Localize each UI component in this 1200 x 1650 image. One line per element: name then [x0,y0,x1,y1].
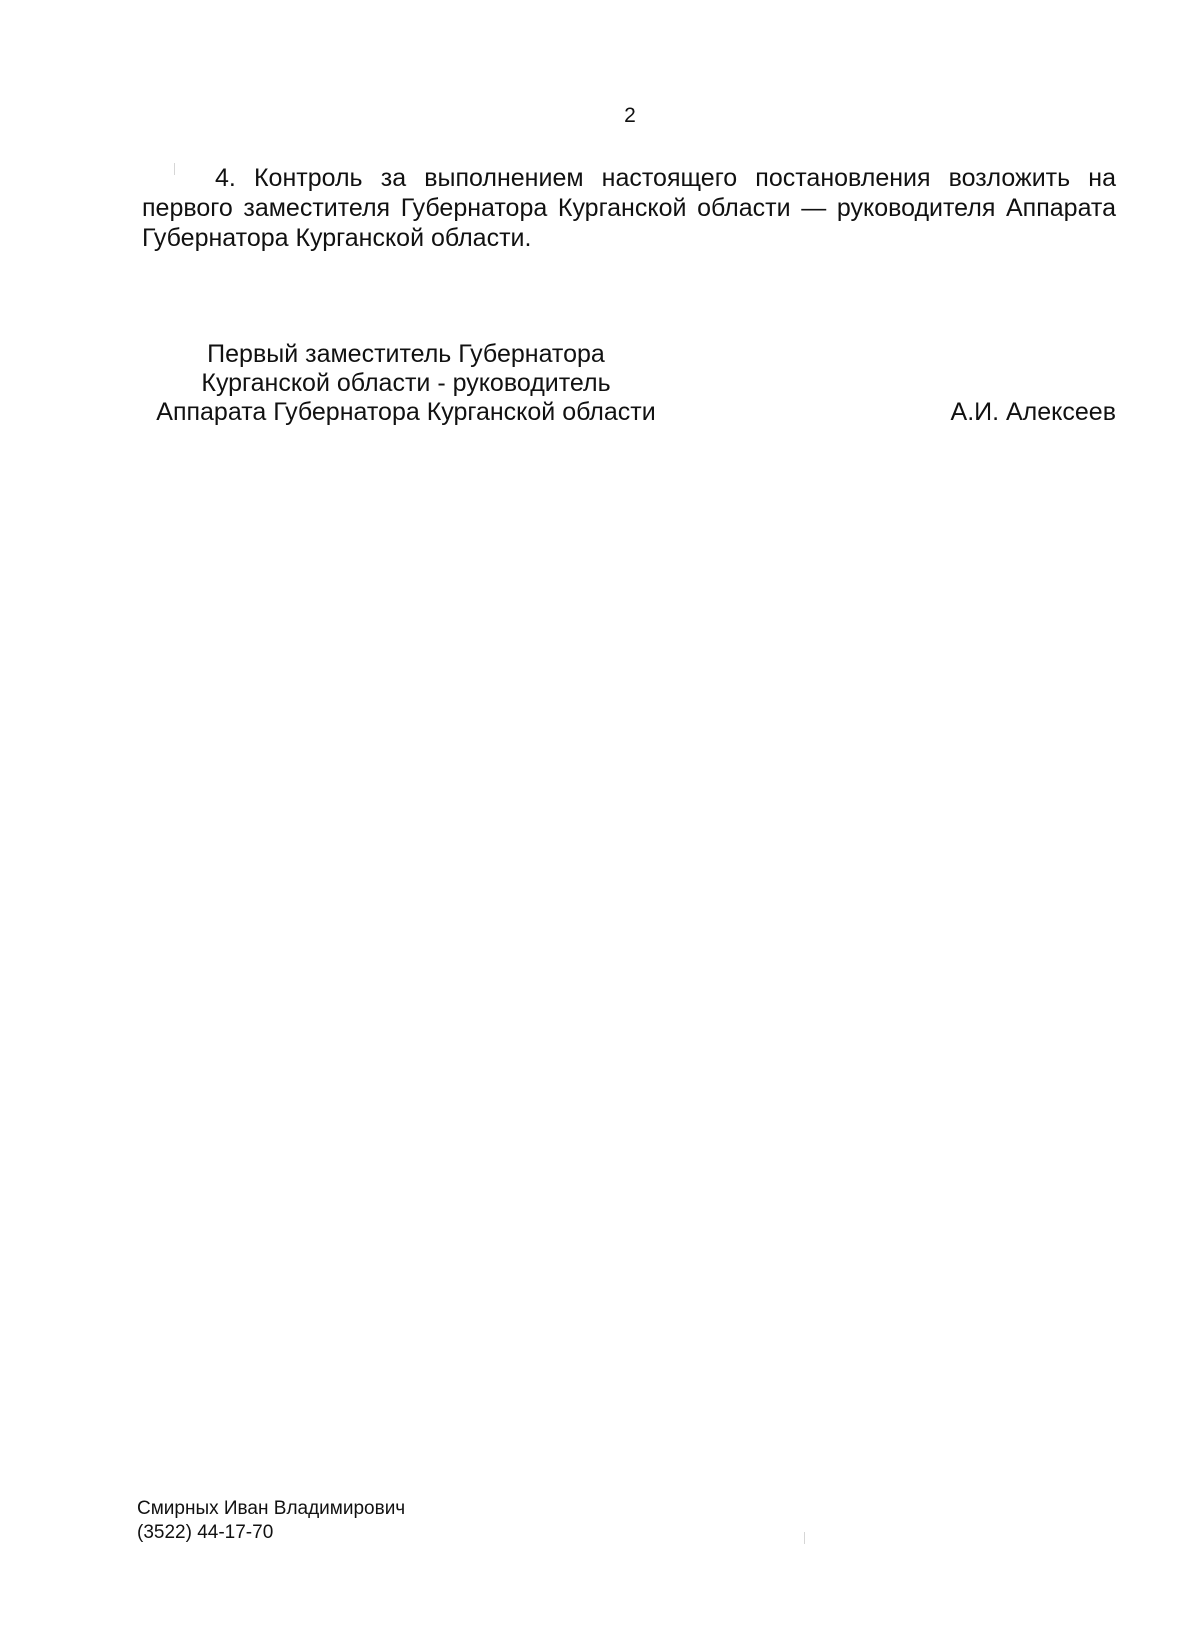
scan-speck [804,1532,805,1544]
executor-name: Смирных Иван Владимирович [137,1498,406,1519]
executor-phone: (3522) 44-17-70 [137,1522,274,1543]
signer-position-line: Аппарата Губернатора Курганской области [156,398,656,426]
signer-position-line: Курганской области - руководитель [201,369,611,397]
signer-name: А.И. Алексеев [950,398,1116,426]
signature-block [142,340,1116,430]
page-number: 2 [624,104,636,127]
signer-position [142,340,670,427]
paragraph-item-4: 4. Контроль за выполнением настоящего постановления возложить на первого заместителя Губернатора Курганской области — руководителя Аппарата Губернатора Курганской области. [142,164,1116,252]
signer-position-line: Первый заместитель Губернатора [207,340,605,368]
executor-contact [137,1497,405,1545]
